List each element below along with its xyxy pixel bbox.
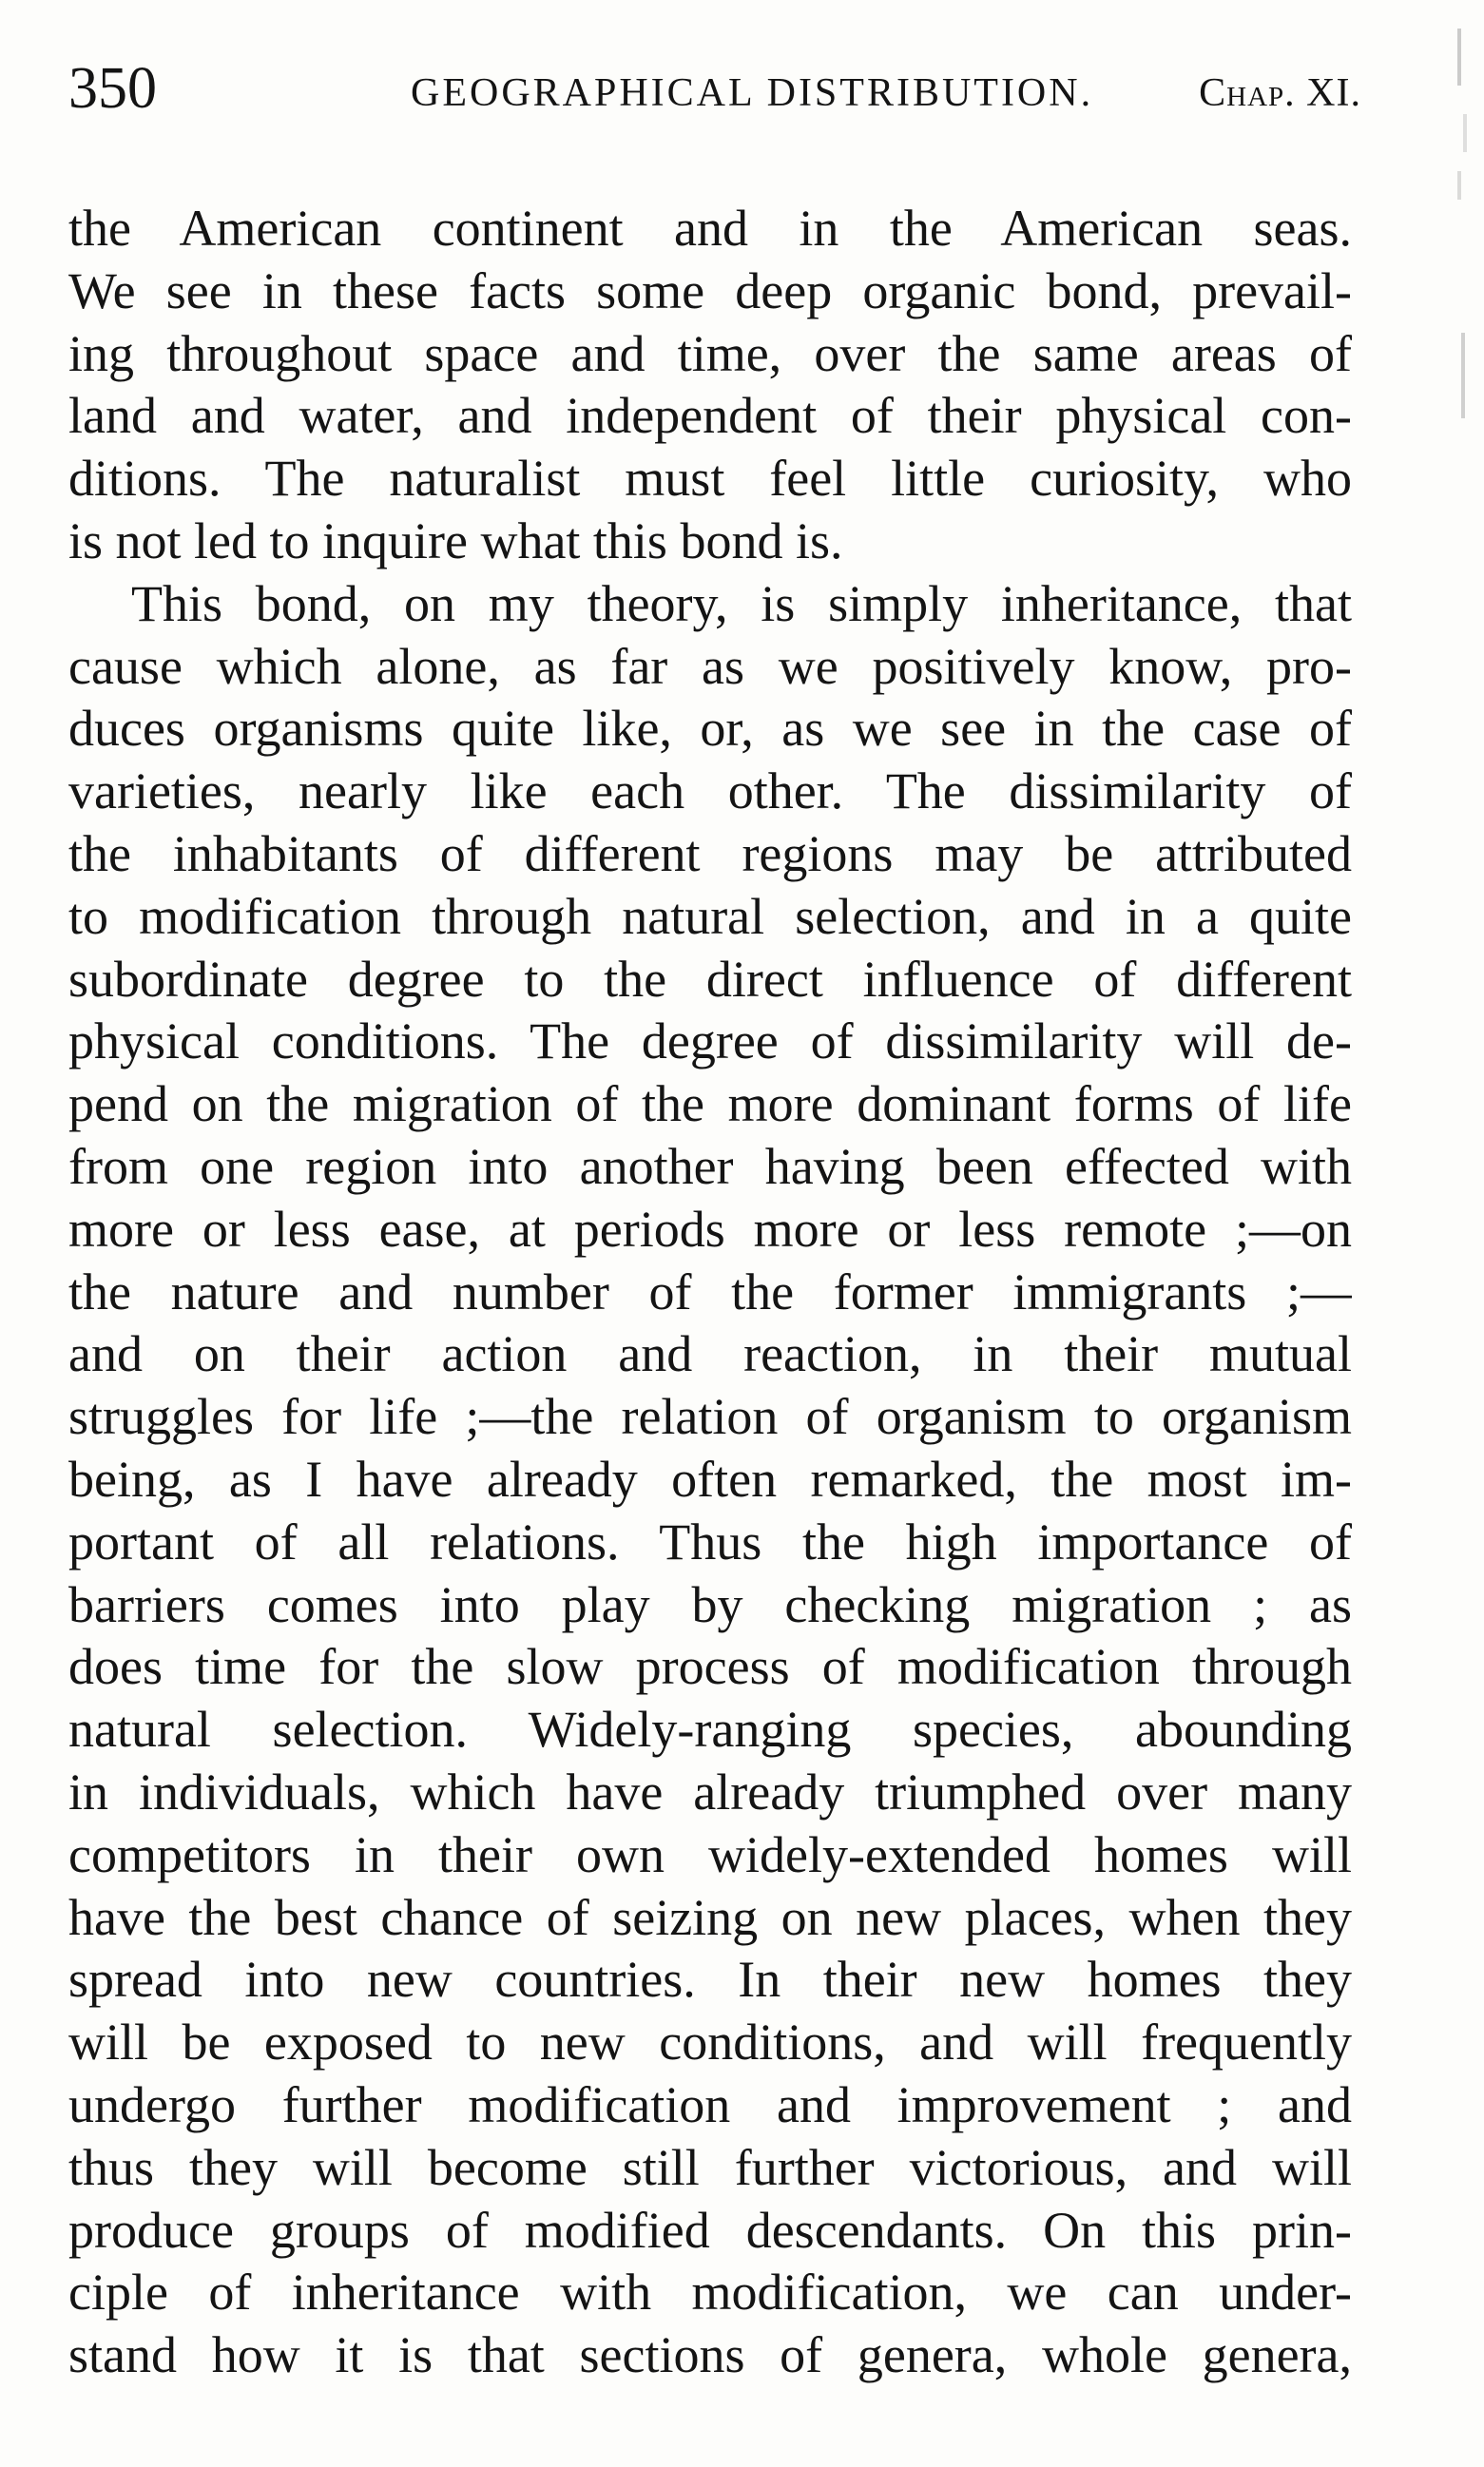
running-head (68, 46, 1361, 131)
text-line: will be exposed to new conditions, and will frequently (68, 2014, 1352, 2072)
text-line: duces organisms quite like, or, as we see in the case of (68, 700, 1352, 758)
text-line: the inhabitants of different regions may be attributed (68, 824, 1352, 882)
text-line: produce groups of modified descendants. On this prin- (68, 2201, 1352, 2259)
text-line: subordinate degree to the direct influence of different (68, 950, 1352, 1008)
text-line: to modification through natural selection, and in a quite (68, 887, 1352, 945)
text-line: barriers comes into play by checking migration ; as (68, 1575, 1352, 1633)
text-line: We see in these facts some deep organic bond, prevail- (68, 261, 1352, 319)
text-line: have the best chance of seizing on new places, when they (68, 1888, 1352, 1946)
text-line: more or less ease, at periods more or less remote ;—on (68, 1200, 1352, 1258)
text-line: ditions. The naturalist must feel little curiosity, who (68, 450, 1352, 508)
text-line: from one region into another having been effected with (68, 1137, 1352, 1195)
text-line: land and water, and independent of their physical con- (68, 387, 1352, 445)
text-line: undergo further modification and improvement ; and (68, 2075, 1352, 2133)
text-line: in individuals, which have already triumphed over many (68, 1763, 1352, 1821)
paragraph-start-line: This bond, on my theory, is simply inheritance, that (131, 574, 1352, 632)
text-line: cause which alone, as far as we positively know, pro- (68, 637, 1352, 695)
text-line: physical conditions. The degree of dissimilarity will de- (68, 1012, 1352, 1070)
text-line: ing throughout space and time, over the same areas of (68, 324, 1352, 382)
text-line: thus they will become still further victorious, and will (68, 2138, 1352, 2196)
text-line: is not led to inquire what this bond is. (68, 511, 843, 569)
text-line: struggles for life ;—the relation of organism to organism (68, 1388, 1352, 1446)
text-line: competitors in their own widely-extended homes will (68, 1825, 1352, 1883)
chapter-label: Chap. XI. (1199, 71, 1361, 115)
text-line: ciple of inheritance with modification, we can under- (68, 2264, 1352, 2322)
body-text (68, 198, 1352, 2387)
text-line: stand how it is that sections of genera, whole genera, (68, 2326, 1352, 2384)
text-line: natural selection. Widely-ranging species, abounding (68, 1701, 1352, 1759)
running-title: GEOGRAPHICAL DISTRIBUTION. (411, 71, 1094, 115)
text-line: spread into new countries. In their new homes they (68, 1951, 1352, 2009)
text-line: does time for the slow process of modification through (68, 1638, 1352, 1696)
text-line: portant of all relations. Thus the high importance of (68, 1513, 1352, 1571)
page-number: 350 (68, 56, 157, 121)
text-line: the American continent and in the American seas. (68, 200, 1352, 257)
scan-edge-marks (1457, 29, 1476, 428)
text-line: varieties, nearly like each other. The dissimilarity of (68, 762, 1352, 820)
text-line: being, as I have already often remarked, the most im- (68, 1450, 1352, 1508)
text-line: the nature and number of the former immigrants ;— (68, 1262, 1352, 1320)
text-line: and on their action and reaction, in their mutual (68, 1325, 1352, 1383)
text-line: pend on the migration of the more dominant forms of life (68, 1075, 1352, 1133)
